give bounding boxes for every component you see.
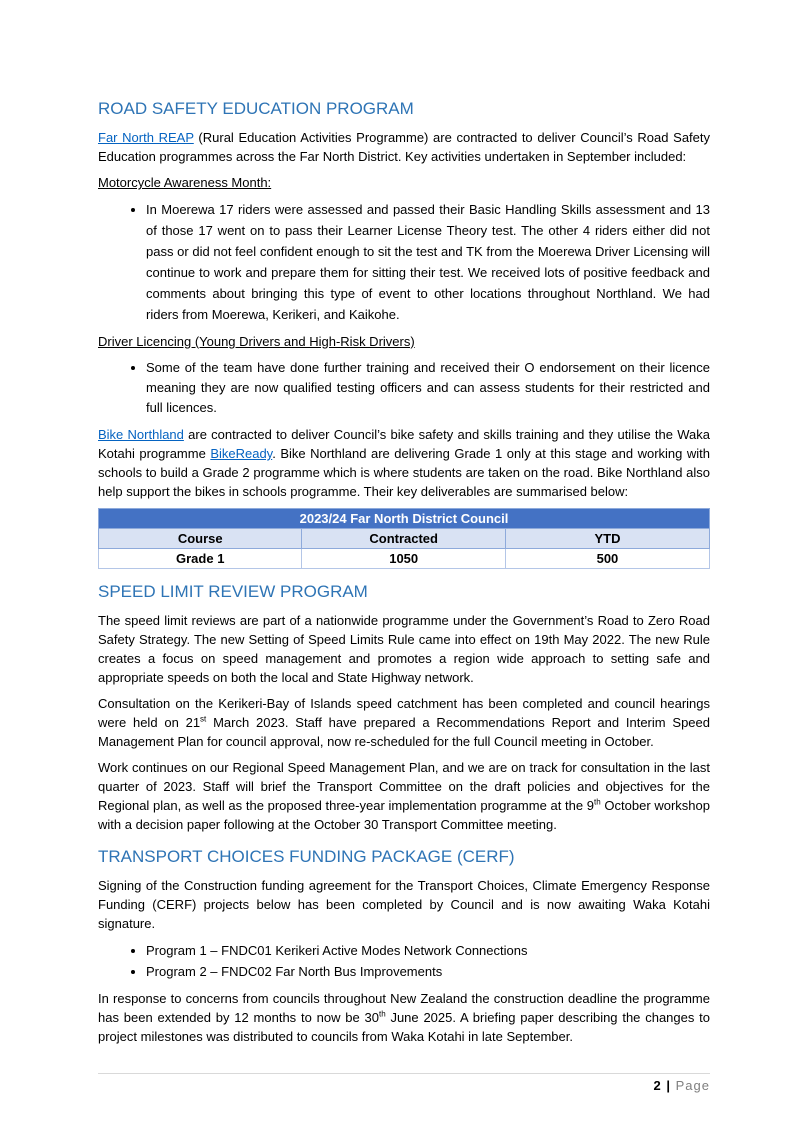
driver-list: [98, 358, 710, 418]
driver-licencing-heading: Driver Licencing (Young Drivers and High-Risk Drivers): [98, 334, 415, 349]
motorcycle-heading: Motorcycle Awareness Month:: [98, 175, 272, 190]
tc-p2-a: In response to concerns from councils throughout New Zealand the construction deadline the programme has been extended by 12 months to now be 30: [98, 991, 710, 1025]
driver-bullet: • Some of the team have done further training and received their O endorsement on their licence meaning they are now qualified testing officers and can assess students for their restricted and full licences.: [146, 358, 710, 418]
bike-northland-link[interactable]: Bike Northland: [98, 427, 184, 442]
page-label: Page: [675, 1078, 710, 1093]
program-list: [98, 940, 710, 982]
header-contracted: Contracted: [302, 529, 505, 549]
speed-p2-a: Consultation on the Kerikeri-Bay of Islands speed catchment has been completed and council hearings were held on 21: [98, 696, 710, 730]
page-number: 2: [653, 1078, 662, 1093]
road-safety-intro-text: (Rural Education Activities Programme) are contracted to deliver Council’s Road Safety Education programmes across the Far North District. Key activities undertaken in September included:: [98, 130, 710, 164]
transport-choices-p2: [98, 989, 710, 1046]
speed-limit-p2: [98, 694, 710, 751]
document-page: [98, 98, 710, 1053]
speed-limit-heading: SPEED LIMIT REVIEW PROGRAM: [98, 582, 368, 601]
list-item: • Program 2 – FNDC02 Far North Bus Improvements: [146, 961, 710, 982]
tc-p2-b: June 2025. A briefing paper describing the changes to project milestones was distributed to councils from Waka Kotahi in late September.: [98, 1010, 710, 1044]
table-caption: 2023/24 Far North District Council: [99, 509, 710, 529]
header-ytd: YTD: [505, 529, 709, 549]
speed-p3-b: October workshop with a decision paper following at the October 30 Transport Committee meeting.: [98, 798, 710, 832]
speed-p2-b: March 2023. Staff have prepared a Recommendations Report and Interim Speed Management Plan for council approval, now re-scheduled for the full Council meeting in October.: [98, 715, 710, 749]
speed-p2-sup: st: [200, 714, 207, 724]
speed-p3-a: Work continues on our Regional Speed Management Plan, and we are on track for consultation in the last quarter of 2023. Staff will brief the Transport Committee on the draft policies and objectives for the Regional plan, as well as the proposed three-year implementation programme at the 9: [98, 760, 710, 813]
cell-contracted: 1050: [302, 549, 505, 569]
speed-limit-p3: [98, 758, 710, 834]
tc-p2-sup: th: [378, 1009, 386, 1019]
header-course: Course: [99, 529, 302, 549]
road-safety-intro: [98, 128, 710, 166]
far-north-reap-link[interactable]: Far North REAP: [98, 130, 194, 145]
bike-text-2: . Bike Northland are delivering Grade 1 only at this stage and working with schools to build a Grade 2 programme which is where students are taken on the road. Bike Northland also help support the bikes in schools programme. Their key deliverables are summarised below:: [98, 446, 710, 499]
cell-course: Grade 1: [99, 549, 302, 569]
speed-limit-p1: The speed limit reviews are part of a nationwide programme under the Government’s Road to Zero Road Safety Strategy. The new Setting of Speed Limits Rule came into effect on 19th May 2022. The new Rule creates a focus on speed management and promotes a region wide approach to setting safe and appropriate speeds on both the local and State Highway network.: [98, 613, 710, 685]
bike-northland-paragraph: [98, 425, 710, 501]
page-separator: |: [661, 1078, 676, 1093]
motorcycle-list: [98, 199, 710, 325]
deliverables-table: [98, 508, 710, 569]
road-safety-heading: ROAD SAFETY EDUCATION PROGRAM: [98, 99, 414, 118]
bike-text-1: are contracted to deliver Council’s bike safety and skills training and they utilise the Waka Kotahi programme: [98, 427, 710, 461]
motorcycle-bullet: • In Moerewa 17 riders were assessed and passed their Basic Handling Skills assessment and 13 of those 17 went on to pass their Learner License Theory test. The other 4 riders either did not pass or did not feel confident enough to sit the test and TK from the Moerewa Driver Licensing will continue to work and prepare them for sitting their test. We received lots of positive feedback and comments about bringing this type of event to other locations throughout Northland. We had riders from Moerewa, Kerikeri, and Kaikohe.: [146, 199, 710, 325]
speed-p3-sup: th: [594, 797, 601, 807]
page-footer: [98, 1073, 710, 1093]
table-row: [99, 549, 710, 569]
bikeready-link[interactable]: BikeReady: [210, 446, 273, 461]
transport-choices-p1: Signing of the Construction funding agreement for the Transport Choices, Climate Emergency Response Funding (CERF) projects below has been completed by Council and is now awaiting Waka Kotahi signature.: [98, 878, 710, 931]
list-item: • Program 1 – FNDC01 Kerikeri Active Modes Network Connections: [146, 940, 710, 961]
transport-choices-heading: TRANSPORT CHOICES FUNDING PACKAGE (CERF): [98, 847, 515, 866]
cell-ytd: 500: [505, 549, 709, 569]
